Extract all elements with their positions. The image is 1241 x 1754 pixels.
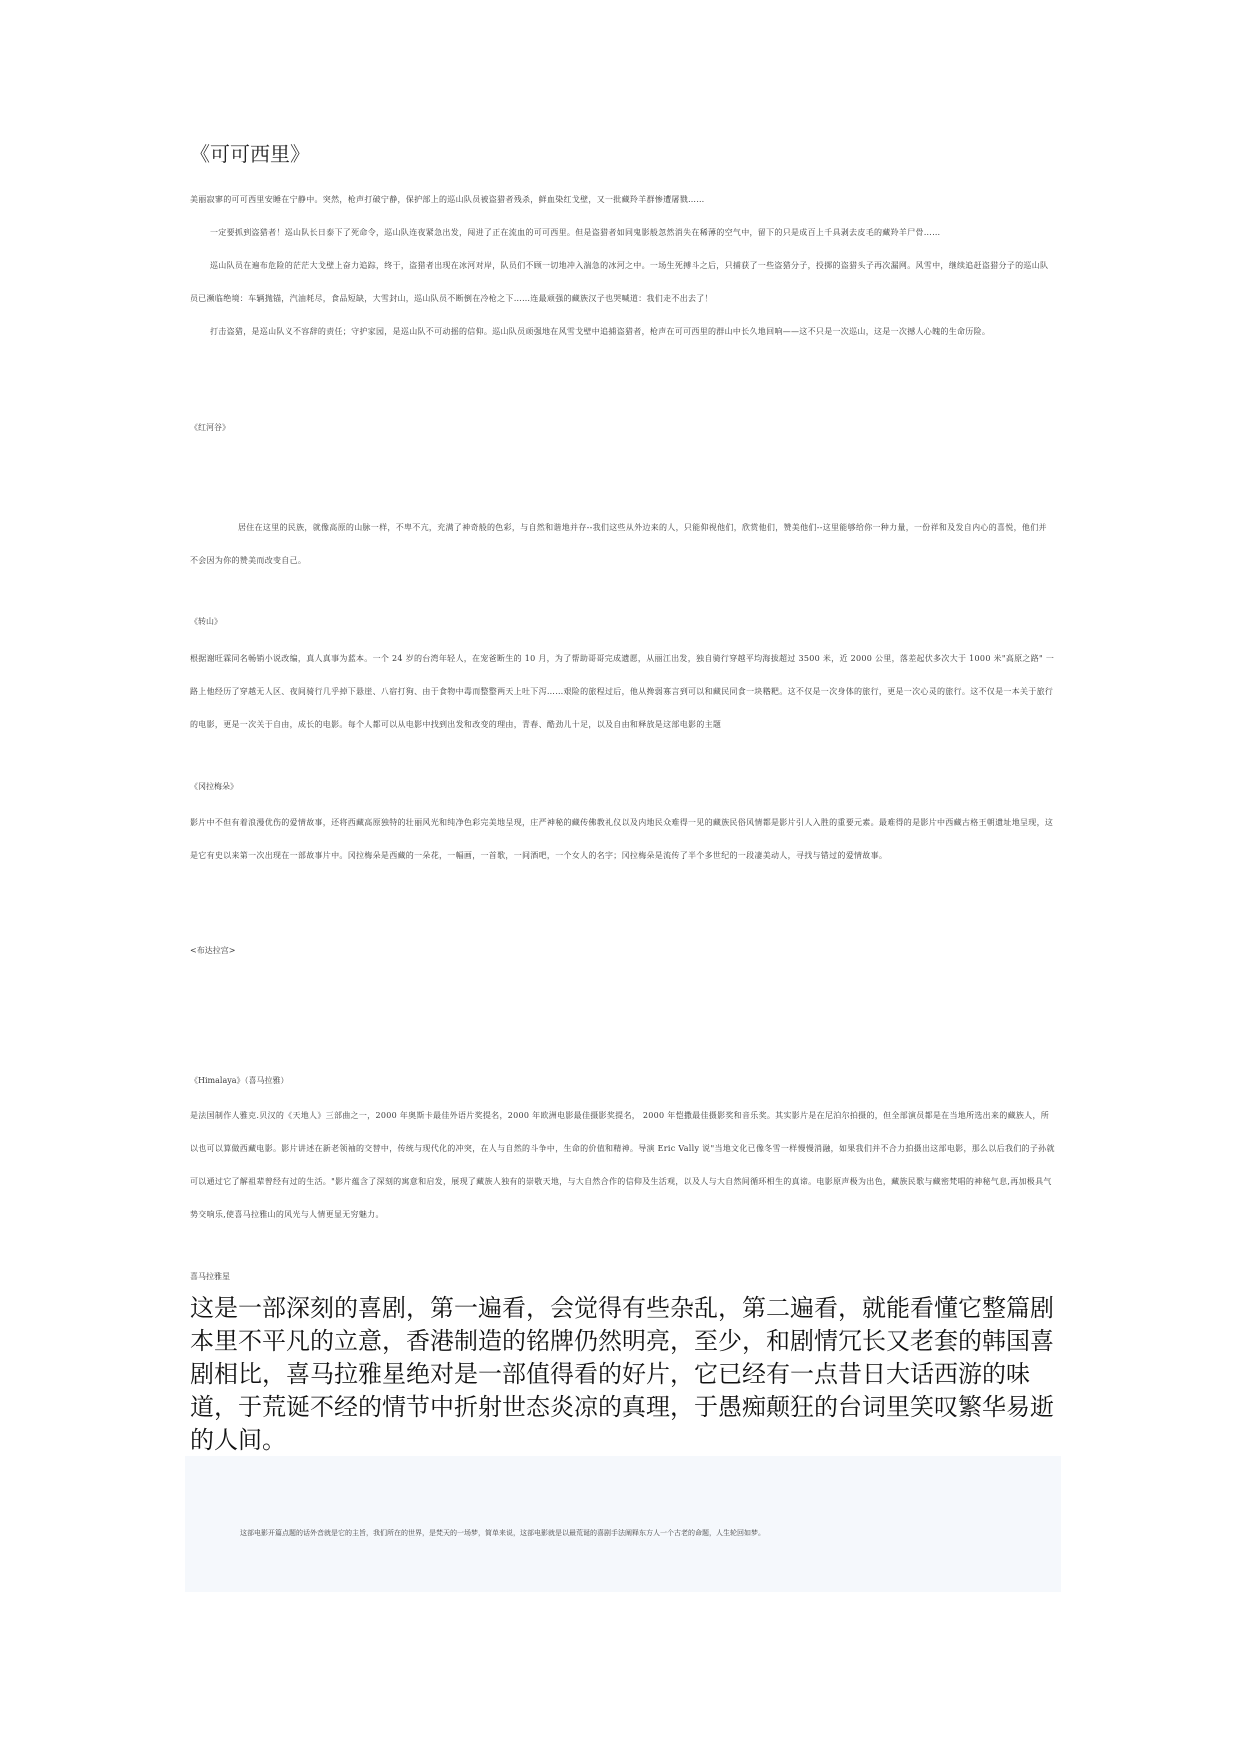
xingxing-heading: 喜马拉雅星: [190, 1272, 230, 1281]
kekexili-paragraph-2: 一定要抓到盗猎者！巡山队长日泰下了死命令，巡山队连夜紧急出发，闯进了正在流血的可可西里。但是盗猎者如同鬼影般忽然消失在稀薄的空气中，留下的只是成百上千具剥去皮毛的藏羚羊尸骨……: [210, 228, 941, 237]
himalaya-section: [190, 1099, 1055, 1231]
himalaya-heading: 《Himalaya》（喜马拉雅）: [190, 1076, 289, 1085]
hongheyu-heading: 《红河谷》: [190, 423, 230, 432]
doc-title: 《可可西里》: [190, 142, 310, 166]
quote-text: 这部电影开篇点题的话外音就是它的主旨，我们所在的世界，是梵天的一场梦，简单来说，这部电影就是以最荒诞的喜剧手法阐释东方人一个古老的命题，人生轮回如梦。: [240, 1529, 765, 1537]
kalameiduo-section: [190, 806, 1055, 872]
zhuanshan-paragraph: 根据谢旺霖同名畅销小说改编，真人真事为蓝本。一个 24 岁的台湾年轻人，在宠爸断生的 10 月，为了帮助哥哥完成遗愿，从丽江出发，独自骑行穿越平均海拔超过 3500 米，近 2000 公里，落差起伏多次大于 1000 米"高原之路" 一路上他经历了穿越无人区、夜间骑行几乎掉下悬崖、八宿打狗、由于食物中毒而整整两天上吐下泻……艰险的旅程过后，他从搀弱寡言到可以和藏民同食一块糌粑。这不仅是一次身体的旅行，更是一次心灵的旅行。这不仅是一本关于旅行的电影，更是一次关于自由，成长的电影。每个人都可以从电影中找到出发和改变的理由，青春、酷劲儿十足，以及自由和释放是这部电影的主题: [190, 654, 1055, 729]
kalameiduo-paragraph: 影片中不但有着浪漫优伤的爱情故事，还将西藏高原独特的壮丽风光和纯净色彩完美地呈现，庄严神秘的藏传佛教礼仪以及内地民众难得一见的藏族民俗风情都是影片引人入胜的重要元素。最难得的是影片中西藏古格王朝遗址地呈现，这是它有史以来第一次出现在一部故事片中。冈拉梅朵是西藏的一朵花，一幅画，一首歌，一间酒吧，一个女人的名字；冈拉梅朵是流传了半个多世纪的一段凄美动人，寻找与错过的爱情故事。: [190, 818, 1054, 860]
kekexili-section: [190, 183, 1055, 348]
hongheyu-section: [190, 511, 1055, 577]
quote-box: [185, 1456, 1061, 1592]
xingxing-review: 这是一部深刻的喜剧，第一遍看，会觉得有些杂乱，第二遍看，就能看懂它整篇剧本里不平凡的立意，香港制造的铭牌仍然明亮，至少，和剧情冗长又老套的韩国喜剧相比，喜马拉雅星绝对是一部值得看的好片，它已经有一点昔日大话西游的味道，于荒诞不经的情节中折射世态炎凉的真理，于愚痴颠狂的台词里笑叹繁华易逝的人间。: [190, 1294, 1054, 1454]
zhuanshan-section: [190, 642, 1055, 741]
kekexili-paragraph-4: 打击盗猎，是巡山队义不容辞的责任；守护家园，是巡山队不可动摇的信仰。巡山队员顽强地在风雪戈壁中追捕盗猎者，枪声在可可西里的群山中长久地回响——这不只是一次巡山，这是一次撼人心魄的生命历险。: [210, 327, 991, 336]
kalameiduo-heading: 《冈拉梅朵》: [190, 782, 238, 791]
hongheyu-paragraph: 居住在这里的民族，就像高原的山脉一样，不卑不亢，充满了神奇般的色彩，与自然和谐地并存--我们这些从外边来的人，只能仰视他们，欣赏他们，赞美他们--这里能够给你一种力量，一份祥和及发自内心的喜悦，他们并不会因为你的赞美而改变自己。: [190, 523, 1047, 565]
potala-heading: <布达拉宫>: [190, 946, 236, 955]
kekexili-paragraph-3: 巡山队员在遍布危险的茫茫大戈壁上奋力追踪，终于，盗猎者出现在冰河对岸，队员们不顾一切地冲入湍急的冰河之中。一场生死搏斗之后，只捕获了一些盗猎分子，投掷的盗猎头子再次漏网。风雪中，继续追赶盗猎分子的巡山队员已濒临绝境：车辆抛锚，汽油耗尽，食品短缺，大雪封山，巡山队员不断倒在冷枪之下……连最顽强的藏族汉子也哭喊道：我们走不出去了！: [190, 261, 1049, 303]
kekexili-paragraph-1: 美丽寂寥的可可西里安睡在宁静中。突然，枪声打破宁静，保护部上的巡山队员被盗猎者残杀，鲜血染红戈壁，又一批藏羚羊群惨遭屠戮……: [190, 195, 705, 204]
zhuanshan-heading: 《转山》: [190, 617, 222, 626]
himalaya-paragraph: 是法国制作人雅克.贝汉的《天地人》三部曲之一，2000 年奥斯卡最佳外语片奖提名，2000 年欧洲电影最佳摄影奖提名， 2000 年恺撒最佳摄影奖和音乐奖。其实影片是在尼泊尔拍摄的，但全部演员都是在当地所选出来的藏族人，所以也可以算做西藏电影。影片讲述在新老领袖的交替中，传统与现代化的冲突，在人与自然的斗争中，生命的价值和精神。导演 Eric Vally 说"当地文化已像冬雪一样慢慢消融，如果我们并不合力拍摄出这部电影，那么以后我们的子孙就可以通过它了解祖辈曾经有过的生活。"影片蕴含了深刻的寓意和启发，展现了藏族人独有的崇敬天地，与大自然合作的信仰及生活观，以及人与大自然间循环相生的真谛。电影原声极为出色，藏族民歌与藏密梵唱的神秘气息,再加极具气势交响乐,使喜马拉雅山的风光与人情更显无穷魅力。: [190, 1111, 1055, 1219]
